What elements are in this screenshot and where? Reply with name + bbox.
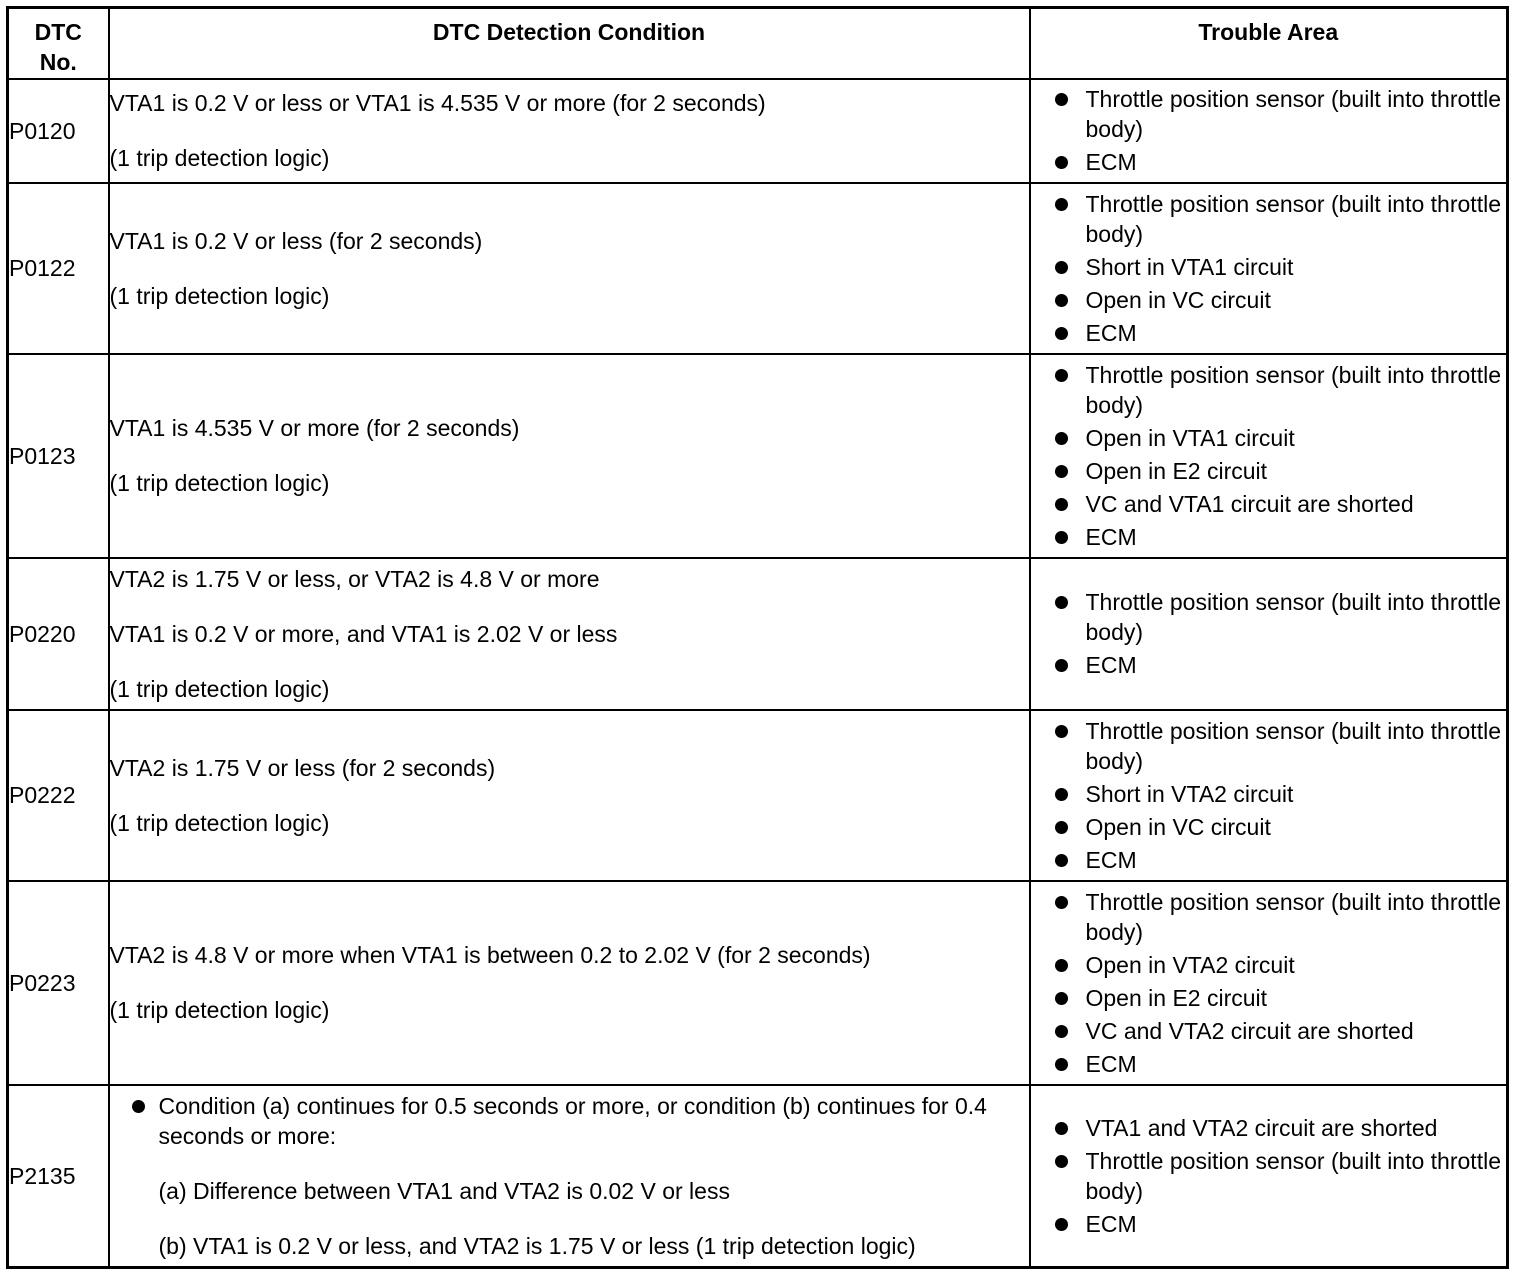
dtc-code: P0123 (8, 354, 109, 558)
condition-sub-a: (a) Difference between VTA1 and VTA2 is 0.02 V or less (158, 1177, 730, 1204)
table-row (8, 881, 1508, 1085)
dtc-code: P0222 (8, 710, 109, 881)
bullet-icon (1055, 992, 1068, 1005)
header-dtc-no-line2: No. (39, 49, 77, 75)
dtc-table (6, 6, 1509, 1269)
list-item: ECM (1031, 318, 1507, 348)
dtc-code: P0223 (8, 881, 109, 1085)
list-item: Open in VC circuit (1031, 812, 1507, 842)
condition-text: VTA1 is 0.2 V or less or VTA1 is 4.535 V or more (for 2 seconds) (109, 90, 766, 116)
table-row (8, 710, 1508, 881)
table-row (8, 183, 1508, 354)
list-item: Open in E2 circuit (1031, 456, 1507, 486)
bullet-icon (1055, 821, 1068, 834)
list-item: Throttle position sensor (built into throttle body) (1031, 360, 1507, 420)
list-item: Short in VTA2 circuit (1031, 779, 1507, 809)
bullet-icon (1055, 93, 1068, 106)
bullet-icon (1055, 788, 1068, 801)
list-item: Short in VTA1 circuit (1031, 252, 1507, 282)
condition-sub-b: (b) VTA1 is 0.2 V or less, and VTA2 is 1.75 V or less (1 trip detection logic) (158, 1232, 916, 1259)
condition-text: VTA1 is 4.535 V or more (for 2 seconds) (109, 415, 520, 441)
detection-condition (109, 183, 1030, 354)
trouble-area (1030, 79, 1508, 183)
list-item: Open in E2 circuit (1031, 983, 1507, 1013)
trouble-area-list (1031, 1113, 1507, 1239)
bullet-icon (1055, 531, 1068, 544)
detection-condition (109, 354, 1030, 558)
trouble-area-list (1031, 84, 1507, 177)
detection-condition (109, 79, 1030, 183)
list-item: VTA1 and VTA2 circuit are shorted (1031, 1113, 1507, 1143)
condition-text: (1 trip detection logic) (109, 809, 330, 836)
condition-text: (1 trip detection logic) (109, 470, 330, 496)
trouble-area (1030, 710, 1508, 881)
trouble-area-list (1031, 716, 1507, 875)
table-row (8, 79, 1508, 183)
bullet-icon (132, 1100, 145, 1113)
bullet-icon (1055, 659, 1068, 672)
condition-text: VTA2 is 4.8 V or more when VTA1 is between 0.2 to 2.02 V (for 2 seconds) (109, 942, 871, 968)
bullet-icon (1055, 432, 1068, 445)
bullet-icon (1055, 1122, 1068, 1135)
condition-text: (1 trip detection logic) (109, 145, 330, 171)
list-item: VC and VTA1 circuit are shorted (1031, 489, 1507, 519)
bullet-icon (1055, 596, 1068, 609)
detection-condition (109, 1085, 1030, 1268)
bullet-icon (1055, 465, 1068, 478)
list-item: Open in VTA1 circuit (1031, 423, 1507, 453)
list-item: ECM (1031, 845, 1507, 875)
detection-condition (109, 558, 1030, 710)
trouble-area (1030, 881, 1508, 1085)
trouble-area (1030, 354, 1508, 558)
bullet-icon (1055, 498, 1068, 511)
header-dtc-no-line1: DTC (34, 19, 82, 45)
bullet-icon (1055, 294, 1068, 307)
condition-text: (1 trip detection logic) (109, 282, 330, 309)
bullet-icon (1055, 1218, 1068, 1231)
list-item: ECM (1031, 1209, 1507, 1239)
trouble-area (1030, 183, 1508, 354)
list-item: VC and VTA2 circuit are shorted (1031, 1016, 1507, 1046)
list-item: Throttle position sensor (built into throttle body) (1031, 189, 1507, 249)
dtc-code: P0220 (8, 558, 109, 710)
bullet-icon (1055, 261, 1068, 274)
detection-condition (109, 881, 1030, 1085)
trouble-area (1030, 558, 1508, 710)
condition-text: (1 trip detection logic) (109, 997, 330, 1023)
list-item: Throttle position sensor (built into throttle body) (1031, 84, 1507, 144)
table-row (8, 354, 1508, 558)
bullet-icon (1055, 725, 1068, 738)
bullet-icon (1055, 1155, 1068, 1168)
header-detection-condition: DTC Detection Condition (109, 8, 1030, 79)
header-trouble-area: Trouble Area (1030, 8, 1508, 79)
trouble-area-list (1031, 360, 1507, 552)
bullet-icon (1055, 156, 1068, 169)
trouble-area-list (1031, 587, 1507, 680)
detection-condition (109, 710, 1030, 881)
list-item: Open in VC circuit (1031, 285, 1507, 315)
bullet-icon (1055, 327, 1068, 340)
table-row (8, 558, 1508, 710)
list-item: Throttle position sensor (built into throttle body) (1031, 716, 1507, 776)
bullet-icon (1055, 369, 1068, 382)
dtc-code: P0122 (8, 183, 109, 354)
bullet-icon (1055, 854, 1068, 867)
bullet-icon (1055, 959, 1068, 972)
list-item: ECM (1031, 650, 1507, 680)
list-item: ECM (1031, 522, 1507, 552)
bullet-icon (1055, 896, 1068, 909)
dtc-code: P2135 (8, 1085, 109, 1268)
trouble-area-list (1031, 189, 1507, 348)
header-row (8, 8, 1508, 79)
condition-text: VTA2 is 1.75 V or less (for 2 seconds) (109, 754, 496, 781)
bullet-icon (1055, 198, 1068, 211)
table-row (8, 1085, 1508, 1268)
bullet-icon (1055, 1058, 1068, 1071)
list-item: Throttle position sensor (built into throttle body) (1031, 1146, 1507, 1206)
condition-text: VTA2 is 1.75 V or less, or VTA2 is 4.8 V or more (109, 565, 600, 592)
list-item: Open in VTA2 circuit (1031, 950, 1507, 980)
condition-bullet: Condition (a) continues for 0.5 seconds or more, or condition (b) continues for 0.4 seconds or more: (110, 1091, 1029, 1151)
dtc-code: P0120 (8, 79, 109, 183)
trouble-area (1030, 1085, 1508, 1268)
condition-text: VTA1 is 0.2 V or less (for 2 seconds) (109, 227, 483, 254)
condition-text: (1 trip detection logic) (109, 675, 330, 702)
list-item: ECM (1031, 147, 1507, 177)
condition-text: VTA1 is 0.2 V or more, and VTA1 is 2.02 V or less (109, 620, 618, 647)
trouble-area-list (1031, 887, 1507, 1079)
bullet-icon (1055, 1025, 1068, 1038)
list-item: Throttle position sensor (built into throttle body) (1031, 887, 1507, 947)
header-dtc-no (8, 8, 109, 79)
list-item: Throttle position sensor (built into throttle body) (1031, 587, 1507, 647)
list-item: ECM (1031, 1049, 1507, 1079)
